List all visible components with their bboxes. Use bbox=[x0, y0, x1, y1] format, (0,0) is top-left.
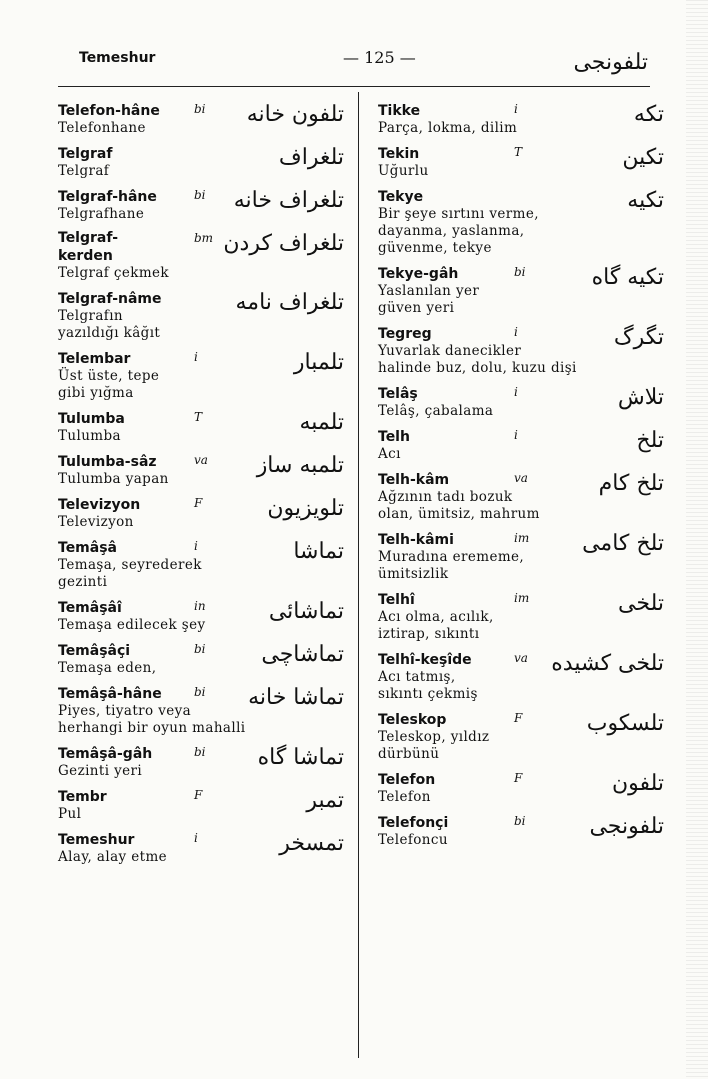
arabic-script: تلاش bbox=[617, 385, 664, 410]
dictionary-entry bbox=[58, 100, 348, 137]
definition: Muradına erememe, ümitsizlik bbox=[378, 549, 525, 582]
headword: Tekye-gâh bbox=[378, 266, 459, 282]
definition: Bir şeye sırtını verme, dayanma, yaslanma, güvenme, tekye bbox=[378, 206, 539, 256]
headword: Telembar bbox=[58, 351, 131, 367]
dictionary-entry bbox=[58, 348, 348, 402]
headword: Temâşâ-gâh bbox=[58, 746, 153, 762]
definition: Gezinti yeri bbox=[58, 763, 143, 779]
right-column bbox=[378, 100, 668, 855]
dictionary-entry bbox=[58, 640, 348, 677]
part-of-speech: va bbox=[514, 651, 528, 665]
dictionary-entry bbox=[378, 426, 668, 463]
part-of-speech: i bbox=[514, 385, 518, 399]
part-of-speech: F bbox=[514, 771, 523, 785]
dictionary-entry bbox=[378, 143, 668, 180]
definition: Ağzının tadı bozuk olan, ümitsiz, mahrum bbox=[378, 489, 540, 522]
part-of-speech: bi bbox=[194, 642, 206, 656]
definition: Yuvarlak danecikler halinde buz, dolu, kuzu dişi bbox=[378, 343, 577, 376]
arabic-script: تماشائى bbox=[268, 599, 344, 624]
headword: Teleskop bbox=[378, 712, 447, 728]
headword: Telgraf-nâme bbox=[58, 291, 162, 307]
part-of-speech: bi bbox=[194, 188, 206, 202]
part-of-speech: va bbox=[514, 471, 528, 485]
part-of-speech: va bbox=[194, 453, 208, 467]
arabic-script: تلخ bbox=[636, 428, 664, 453]
arabic-script: تلفونجى bbox=[589, 814, 664, 839]
headword: Temâşâ-hâne bbox=[58, 686, 162, 702]
running-head-arabic: تلفونجى bbox=[573, 50, 648, 75]
definition: Piyes, tiyatro veya herhangi bir oyun mahalli bbox=[58, 703, 246, 736]
part-of-speech: bi bbox=[194, 745, 206, 759]
dictionary-entry bbox=[58, 451, 348, 488]
definition: Telgraf bbox=[58, 163, 110, 179]
dictionary-entry bbox=[378, 589, 668, 643]
part-of-speech: in bbox=[194, 599, 206, 613]
headword: Telgraf- kerden bbox=[58, 230, 119, 264]
dictionary-entry bbox=[378, 529, 668, 583]
page-number: — 125 — bbox=[343, 48, 416, 67]
headword: Tulumba-sâz bbox=[58, 454, 157, 470]
definition: Acı olma, acılık, iztirap, sıkıntı bbox=[378, 609, 494, 642]
headword: Temeshur bbox=[58, 832, 135, 848]
dictionary-entry bbox=[58, 186, 348, 223]
definition: Telgrafhane bbox=[58, 206, 145, 222]
part-of-speech: bi bbox=[194, 685, 206, 699]
headword: Temâşâî bbox=[58, 600, 122, 616]
headword: Telefon bbox=[378, 772, 436, 788]
definition: Pul bbox=[58, 806, 82, 822]
headword: Telefonçi bbox=[378, 815, 449, 831]
part-of-speech: im bbox=[514, 591, 530, 605]
definition: Telâş, çabalama bbox=[378, 403, 494, 419]
definition: Temaşa edilecek şey bbox=[58, 617, 206, 633]
definition: Telefon bbox=[378, 789, 431, 805]
dictionary-entry bbox=[58, 288, 348, 342]
definition: Tulumba bbox=[58, 428, 122, 444]
dictionary-entry bbox=[378, 383, 668, 420]
arabic-script: تلمبه ساز bbox=[256, 453, 344, 478]
part-of-speech: i bbox=[514, 325, 518, 339]
headword: Tekye bbox=[378, 189, 424, 205]
part-of-speech: bi bbox=[514, 814, 526, 828]
arabic-script: تلخ كامى bbox=[582, 531, 664, 556]
arabic-script: تلمبه bbox=[299, 410, 344, 435]
headword: Telhî bbox=[378, 592, 415, 608]
left-column bbox=[58, 100, 348, 872]
arabic-script: تماشاچى bbox=[261, 642, 344, 667]
headword: Tembr bbox=[58, 789, 107, 805]
definition: Temaşa, seyrederek gezinti bbox=[58, 557, 202, 590]
arabic-script: تلفون bbox=[611, 771, 664, 796]
running-head-left: Temeshur bbox=[79, 50, 156, 66]
dictionary-entry bbox=[378, 323, 668, 377]
dictionary-entry bbox=[378, 812, 668, 849]
definition: Acı tatmış, sıkıntı çekmiş bbox=[378, 669, 478, 702]
part-of-speech: bm bbox=[194, 231, 214, 245]
arabic-script: تلخ كام bbox=[598, 471, 664, 496]
headword: Telh bbox=[378, 429, 410, 445]
definition: Telgrafın yazıldığı kâğıt bbox=[58, 308, 161, 341]
definition: Televizyon bbox=[58, 514, 134, 530]
page-edge-texture bbox=[686, 0, 708, 1079]
definition: Telgraf çekmek bbox=[58, 265, 169, 281]
part-of-speech: i bbox=[514, 102, 518, 116]
part-of-speech: i bbox=[194, 831, 198, 845]
definition: Telefonhane bbox=[58, 120, 146, 136]
arabic-script: تگرگ bbox=[613, 325, 664, 350]
headword: Temâşâ bbox=[58, 540, 118, 556]
arabic-script: تلغراف كردن bbox=[223, 231, 344, 256]
definition: Teleskop, yıldız dürbünü bbox=[378, 729, 490, 762]
arabic-script: تماشا گاه bbox=[257, 745, 344, 770]
arabic-script: تلسكوب bbox=[586, 711, 664, 736]
dictionary-entry bbox=[58, 786, 348, 823]
part-of-speech: T bbox=[514, 145, 523, 159]
arabic-script: تمبر bbox=[306, 788, 344, 813]
dictionary-entry bbox=[378, 186, 668, 257]
definition: Uğurlu bbox=[378, 163, 429, 179]
definition: Alay, alay etme bbox=[58, 849, 168, 865]
arabic-script: تلغراف bbox=[278, 145, 344, 170]
dictionary-entry bbox=[378, 649, 668, 703]
headword: Televizyon bbox=[58, 497, 141, 513]
dictionary-entry bbox=[58, 537, 348, 591]
dictionary-entry bbox=[378, 469, 668, 523]
part-of-speech: bi bbox=[514, 265, 526, 279]
arabic-script: تلخى كشيده bbox=[551, 651, 664, 676]
definition: Üst üste, tepe gibi yığma bbox=[58, 368, 160, 401]
dictionary-entry bbox=[58, 683, 348, 737]
arabic-script: تكيه گاه bbox=[591, 265, 664, 290]
dictionary-entry bbox=[378, 709, 668, 763]
part-of-speech: i bbox=[514, 428, 518, 442]
dictionary-entry bbox=[378, 263, 668, 317]
header-rule bbox=[58, 86, 650, 87]
headword: Tikke bbox=[378, 103, 421, 119]
headword: Telgraf-hâne bbox=[58, 189, 157, 205]
arabic-script: تكه bbox=[633, 102, 664, 127]
headword: Telâş bbox=[378, 386, 418, 402]
dictionary-entry bbox=[58, 229, 348, 282]
dictionary-entry bbox=[378, 100, 668, 137]
part-of-speech: i bbox=[194, 539, 198, 553]
headword: Tegreg bbox=[378, 326, 432, 342]
arabic-script: تلغراف نامه bbox=[235, 290, 344, 315]
arabic-script: تماشا bbox=[293, 539, 344, 564]
dictionary-entry bbox=[378, 769, 668, 806]
part-of-speech: F bbox=[194, 496, 203, 510]
definition: Parça, lokma, dilim bbox=[378, 120, 518, 136]
part-of-speech: F bbox=[514, 711, 523, 725]
dictionary-entry bbox=[58, 143, 348, 180]
arabic-script: تلخى bbox=[618, 591, 664, 616]
arabic-script: تماشا خانه bbox=[248, 685, 344, 710]
part-of-speech: im bbox=[514, 531, 530, 545]
arabic-script: تكيه bbox=[627, 188, 664, 213]
headword: Tekin bbox=[378, 146, 420, 162]
arabic-script: تلغراف خانه bbox=[233, 188, 344, 213]
headword: Telgraf bbox=[58, 146, 113, 162]
part-of-speech: T bbox=[194, 410, 203, 424]
part-of-speech: i bbox=[194, 350, 198, 364]
headword: Telh-kâmi bbox=[378, 532, 454, 548]
column-rule bbox=[358, 92, 359, 1058]
arabic-script: تلمبار bbox=[293, 350, 344, 375]
part-of-speech: F bbox=[194, 788, 203, 802]
dictionary-entry bbox=[58, 408, 348, 445]
dictionary-entry bbox=[58, 597, 348, 634]
definition: Telefoncu bbox=[378, 832, 448, 848]
arabic-script: تلويزيون bbox=[267, 496, 344, 521]
headword: Tulumba bbox=[58, 411, 125, 427]
definition: Temaşa eden, bbox=[58, 660, 157, 676]
headword: Telhî-keşîde bbox=[378, 652, 472, 668]
dictionary-entry bbox=[58, 829, 348, 866]
definition: Tulumba yapan bbox=[58, 471, 169, 487]
dictionary-entry bbox=[58, 494, 348, 531]
dictionary-entry bbox=[58, 743, 348, 780]
headword: Telh-kâm bbox=[378, 472, 450, 488]
definition: Acı bbox=[378, 446, 401, 462]
arabic-script: تكين bbox=[622, 145, 664, 170]
definition: Yaslanılan yer güven yeri bbox=[378, 283, 480, 316]
headword: Telefon-hâne bbox=[58, 103, 160, 119]
arabic-script: تلفون خانه bbox=[246, 102, 344, 127]
headword: Temâşâçi bbox=[58, 643, 131, 659]
arabic-script: تمسخر bbox=[279, 831, 344, 856]
part-of-speech: bi bbox=[194, 102, 206, 116]
